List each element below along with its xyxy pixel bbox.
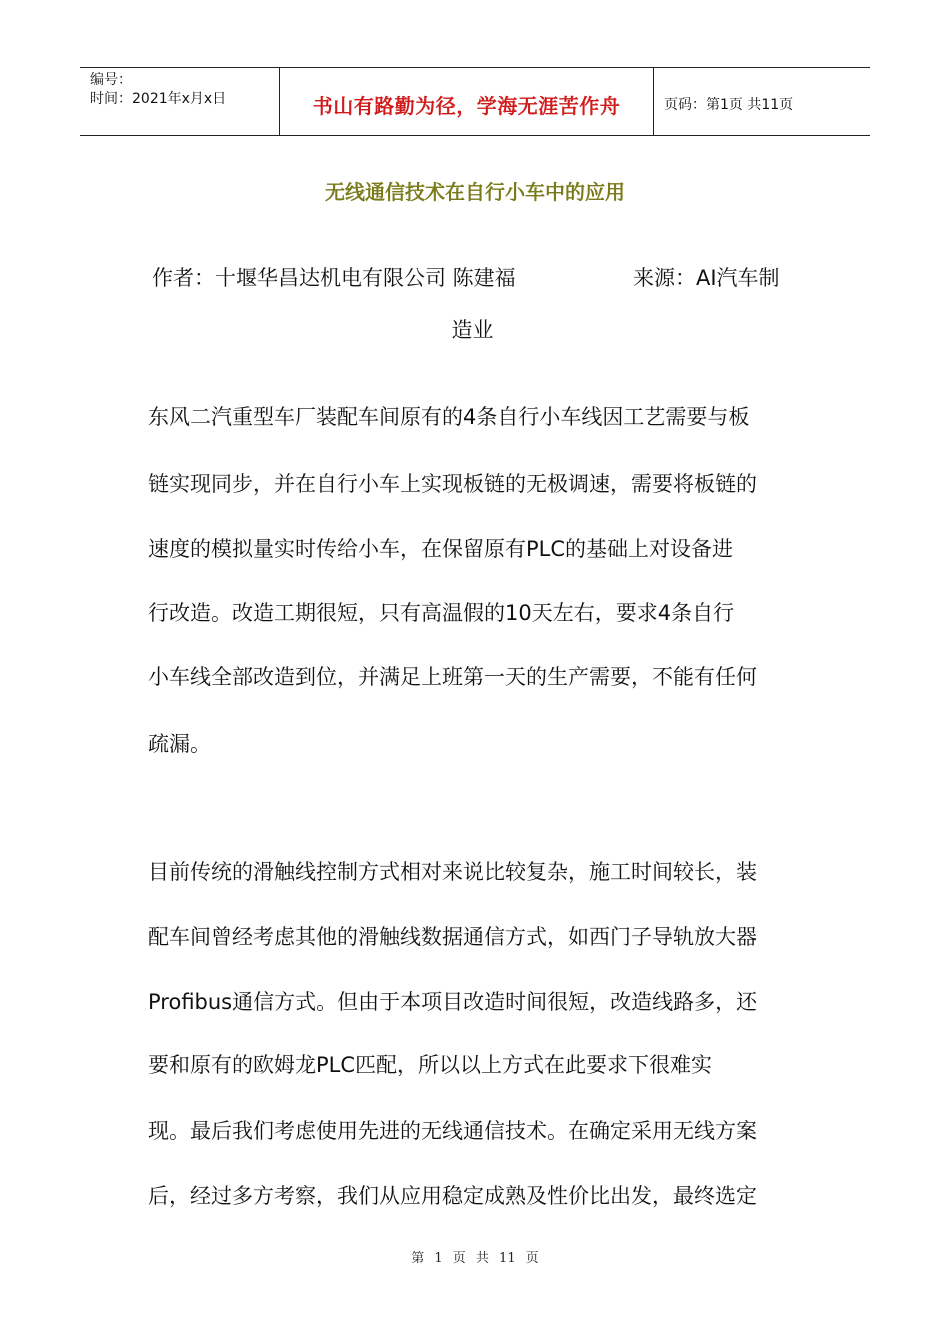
text-line: Profibus通信方式。但由于本项目改造时间很短，改造线路多，还 (148, 990, 758, 1014)
text-line: 要和原有的欧姆龙PLC匹配，所以以上方式在此要求下很难实 (148, 1053, 713, 1077)
text-line: 目前传统的滑触线控制方式相对来说比较复杂，施工时间较长，装 (148, 860, 757, 884)
text-line: 配车间曾经考虑其他的滑触线数据通信方式，如西门子导轨放大器 (148, 925, 757, 949)
text-line: 速度的模拟量实时传给小车，在保留原有PLC的基础上对设备进 (148, 537, 734, 561)
text-line: 东风二汽重型车厂装配车间原有的4条自行小车线因工艺需要与板 (148, 405, 750, 429)
source-line-continued: 造业 (451, 318, 494, 342)
number-label: 编号： (90, 72, 132, 88)
page-footer: 第 1 页 共 11 页 (411, 1251, 539, 1266)
text-line: 行改造。改造工期很短，只有高温假的10天左右，要求4条自行 (148, 601, 735, 625)
text-line: 现。最后我们考虑使用先进的无线通信技术。在确定采用无线方案 (148, 1119, 757, 1143)
header-motto-cell (280, 68, 654, 135)
motto-text: 书山有路勤为径，学海无涯苦作舟 (312, 94, 621, 118)
text-line: 小车线全部改造到位，并满足上班第一天的生产需要，不能有任何 (148, 665, 757, 689)
text-line: 后，经过多方考察，我们从应用稳定成熟及性价比出发，最终选定 (148, 1184, 757, 1208)
time-label: 时间：2021年x月x日 (90, 91, 227, 107)
header-table (80, 67, 870, 136)
text-line: 链实现同步，并在自行小车上实现板链的无极调速，需要将板链的 (148, 472, 757, 496)
document-title: 无线通信技术在自行小车中的应用 (325, 180, 625, 204)
header-left-cell (80, 68, 280, 135)
page-info: 页码：第1页 共11页 (664, 97, 794, 113)
source-line: 来源：AI汽车制 (633, 266, 780, 290)
text-line: 疏漏。 (148, 732, 211, 756)
header-page-cell (654, 68, 870, 135)
author-line: 作者：十堰华昌达机电有限公司 陈建福 (152, 266, 516, 290)
